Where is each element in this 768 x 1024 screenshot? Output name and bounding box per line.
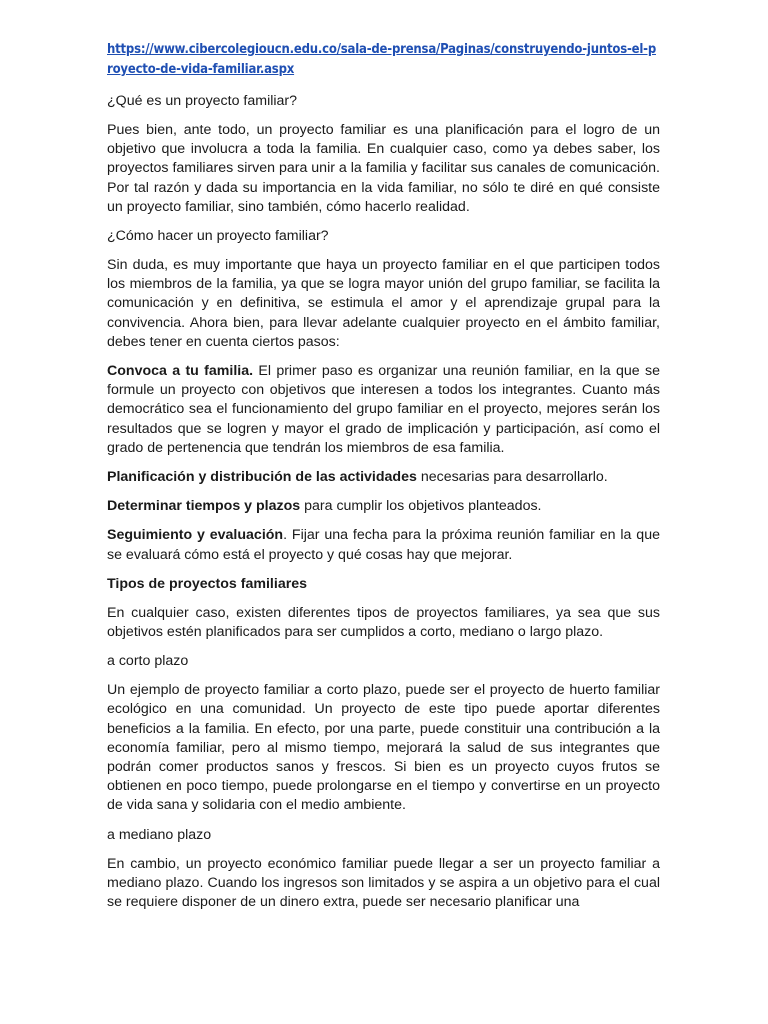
question-heading-1: ¿Qué es un proyecto familiar? [107,93,298,109]
paragraph-medium-term: En cambio, un proyecto económico familiar puede llegar a ser un proyecto familiar a mediano plazo. Cuando los ingresos son limitados y se aspira a un objetivo para el cual se requiere disponer de un dinero extra, puede ser necesario planificar una [107,855,660,911]
step-seguimiento [107,526,660,564]
paragraph-how-to: Sin duda, es muy importante que haya un proyecto familiar en el que participen todos los miembros de la familia, ya que se logra mayor unión del grupo familiar, se facilita la comunicación y en definitiva, se estimula el amor y el aprendizaje grupal para la convivencia. Ahora bien, para llevar adelante cualquier proyecto en el ámbito familiar, debes tener en cuenta ciertos pasos: [107,257,660,350]
step-tiempos-title: Determinar tiempos y plazos [107,498,301,515]
medium-term-heading: a mediano plazo [107,826,212,843]
step-planificacion [107,468,660,487]
types-heading: Tipos de proyectos familiares [107,575,308,592]
step-planificacion-text: necesarias para desarrollarlo. [416,469,608,486]
step-convoca-title: Convoca a tu familia. [107,363,254,380]
step-convoca-text: El primer paso es organizar una reunión familiar, en la que se formule un proyecto con objetivos que interesen a todos los integrantes. Cuanto más democrático sea el funcionamiento del grupo familiar en el proyecto, mejores serán los resultados que se logren y mayor el grado de implicación y participación, así como el grado de pertenencia que tendrán los miembros de esa familia. [107,363,660,456]
step-seguimiento-text: . Fijar una fecha para la próxima reunión familiar en la que se evaluará cómo está el proyecto y qué cosas hay que mejorar. [107,527,660,563]
step-tiempos-text: para cumplir los objetivos planteados. [300,498,542,515]
paragraph-short-term: Un ejemplo de proyecto familiar a corto plazo, puede ser el proyecto de huerto familiar ecológico en una comunidad. Un proyecto de este tipo puede aportar diferentes beneficios a la familia. En efecto, por una parte, puede constituir una contribución a la economía familiar, pero al mismo tiempo, mejorará la salud de sus integrantes que podrán comer productos sanos y frescos. Si bien es un proyecto cuyos frutos se obtienen en poco tiempo, puede prolongarse en el tiempo y convertirse en un proyecto de vida sana y solidaria con el medio ambiente. [107,682,660,814]
step-tiempos [107,497,660,516]
step-seguimiento-title: Seguimiento y evaluación [107,527,284,544]
paragraph-definition: Pues bien, ante todo, un proyecto familiar es una planificación para el logro de un objetivo que involucra a toda la familia. En cualquier caso, como ya debes saber, los proyectos familiares sirven para unir a la familia y facilitar sus canales de comunicación. Por tal razón y dada su importancia en la vida familiar, no sólo te diré en qué consiste un proyecto familiar, sino también, cómo hacerlo realidad. [107,122,660,215]
step-planificacion-title: Planificación y distribución de las actividades [107,469,417,486]
question-heading-2: ¿Cómo hacer un proyecto familiar? [107,228,329,245]
step-convoca [107,362,660,458]
short-term-heading: a corto plazo [107,653,189,670]
source-link[interactable]: https://www.cibercolegioucn.edu.co/sala-de-prensa/Paginas/construyendo-juntos-el-proyecto-de-vida-familiar.aspx [107,42,656,77]
paragraph-types: En cualquier caso, existen diferentes tipos de proyectos familiares, ya sea que sus objetivos estén planificados para ser cumplidos a corto, mediano o largo plazo. [107,604,660,641]
